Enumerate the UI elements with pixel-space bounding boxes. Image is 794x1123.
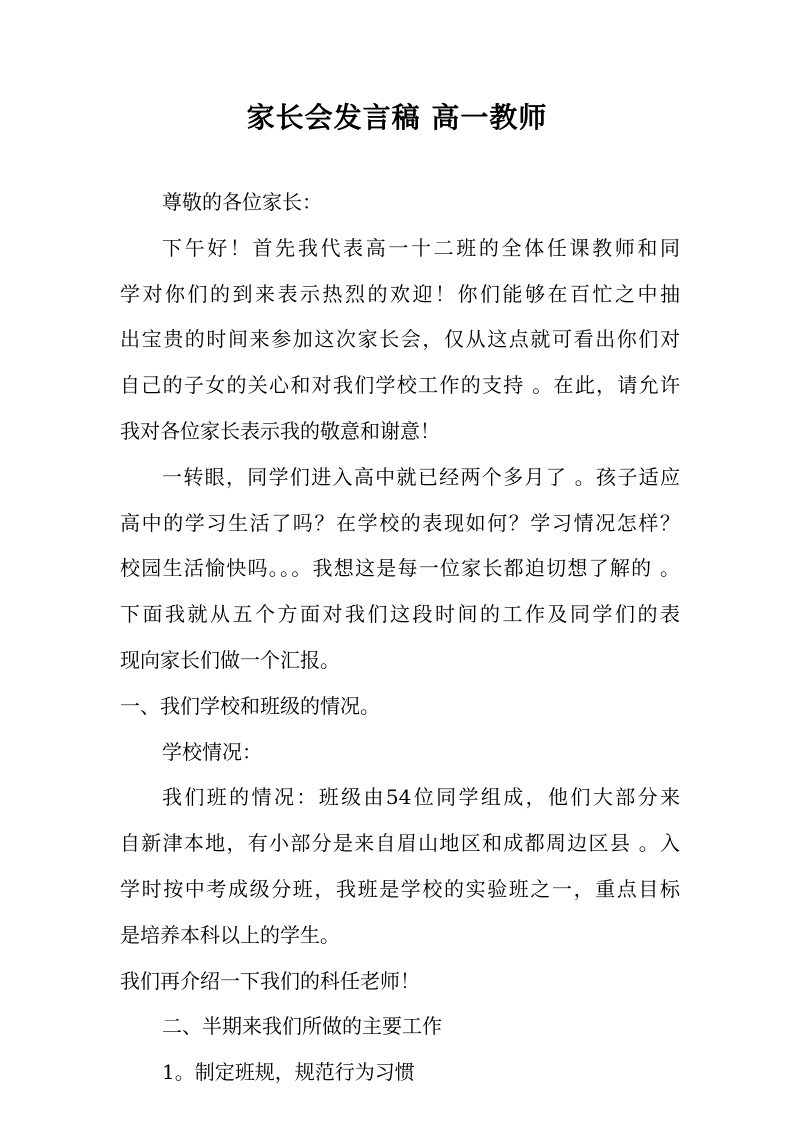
paragraph-line: 出宝贵的时间来参加这次家长会，仅从这点就可看出你们对 [120,327,680,352]
paragraph-line: 是培养本科以上的学生。 [120,922,340,947]
paragraph-line: 自己的子女的关心和对我们学校工作的支持 。在此，请允许 [120,373,680,398]
paragraph-line: 我们再介绍一下我们的科任老师！ [120,968,420,993]
paragraph-line: 我对各位家长表示我的敬意和谢意！ [120,418,440,443]
paragraph-line: 下午好！首先我代表高一十二班的全体任课教师和同 [162,235,680,260]
paragraph-line: 学对你们的到来表示热烈的欢迎！你们能够在百忙之中抽 [120,281,680,306]
paragraph-line: 下面我就从五个方面对我们这段时间的工作及同学们的表 [120,602,680,627]
paragraph-line: 高中的学习生活了吗？在学校的表现如何？学习情况怎样？ [120,510,680,535]
paragraph-line: 我们班的情况：班级由54位同学组成，他们大部分来 [162,785,680,810]
document-body [120,180,680,1096]
section-heading: 一、我们学校和班级的情况。 [120,693,380,718]
paragraph-line: 学时按中考成级分班，我班是学校的实验班之一，重点目标 [120,876,680,901]
section-heading: 二、半期来我们所做的主要工作 [162,1014,442,1039]
paragraph-line: 校园生活愉快吗。。。我想这是每一位家长都迫切想了解的 。 [120,556,680,581]
paragraph-line: 一转眼，同学们进入高中就已经两个多月了 。孩子适应 [162,464,680,489]
paragraph-line: 自新津本地，有小部分是来自眉山地区和成都周边区县 。入 [120,831,680,856]
document-title: 家长会发言稿 高一教师 [246,101,548,134]
paragraph-line: 现向家长们做一个汇报。 [120,647,340,672]
list-item: 1。制定班规，规范行为习惯 [162,1060,415,1085]
subheading-line: 学校情况： [162,739,262,764]
salutation-line: 尊敬的各位家长： [162,190,322,214]
